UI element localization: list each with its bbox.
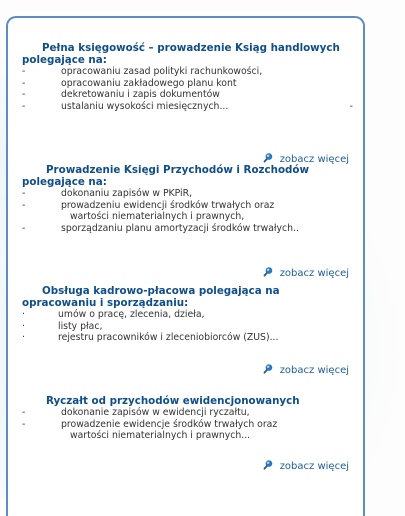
- list-bullet: -: [22, 407, 26, 418]
- list-item-text: listy płac,: [58, 320, 103, 332]
- list-item-text: umów o pracę, zlecenia, dzieła,: [58, 309, 205, 320]
- list-bullet: ·: [22, 320, 25, 332]
- list-item: [8, 332, 363, 344]
- list-item-text: opracowaniu zakładowego planu kont: [61, 77, 237, 89]
- list-item: [8, 78, 363, 90]
- magnifier-icon: [263, 266, 274, 277]
- list-item: [8, 188, 363, 200]
- section-revenue-book: [8, 164, 363, 279]
- list-bullet: -: [22, 222, 26, 234]
- see-more-label: zobacz więcej: [279, 461, 349, 472]
- list-trailing-dash: -: [349, 100, 353, 112]
- services-panel: [6, 16, 365, 516]
- list-item-text: rejestru pracowników i zleceniobiorców (ZUS)...: [58, 332, 279, 343]
- section-title: Pełna księgowość – prowadzenie Ksiąg handlowych: [42, 42, 340, 54]
- list-item: [8, 101, 363, 113]
- list-bullet: -: [22, 100, 26, 112]
- list-bullet: -: [22, 89, 26, 100]
- list-item: [8, 223, 363, 235]
- list-bullet: ·: [22, 309, 25, 320]
- list-item-text: dokonanie zapisów w ewidencji ryczałtu,: [61, 407, 250, 418]
- list-item-continuation: [8, 211, 363, 223]
- see-more-label: zobacz więcej: [279, 268, 349, 279]
- list-item-text: sporządzaniu planu amortyzacji środków trwałych..: [61, 222, 299, 234]
- list-item: [8, 407, 363, 419]
- section-subtitle: polegające na:: [22, 176, 107, 188]
- section-title: Obsługa kadrowo-płacowa polegająca na: [42, 285, 280, 297]
- section-full-accounting: [8, 42, 363, 165]
- list-item-text: opracowaniu zasad polityki rachunkowości,: [61, 66, 263, 77]
- see-more-link[interactable]: [263, 363, 349, 375]
- see-more-link[interactable]: [263, 266, 349, 278]
- section-lump-sum: [8, 395, 363, 472]
- section-title: Ryczałt od przychodów ewidencjonowanych: [46, 395, 300, 407]
- list-item-text: dekretowaniu i zapis dokumentów: [61, 89, 220, 100]
- section-title: Prowadzenie Księgi Przychodów i Rozchodów: [46, 164, 309, 176]
- list-bullet: ·: [22, 332, 25, 343]
- list-item-text: wartości niematerialnych i prawnych,: [70, 211, 245, 222]
- list-item: [8, 89, 363, 101]
- section-subtitle: opracowaniu i sporządzaniu:: [22, 297, 189, 309]
- list-bullet: -: [22, 77, 26, 89]
- list-bullet: -: [22, 418, 26, 430]
- list-bullet: -: [22, 66, 26, 77]
- see-more-label: zobacz więcej: [279, 154, 349, 165]
- magnifier-icon: [263, 459, 274, 470]
- list-item-text: wartości niematerialnych i prawnych...: [70, 430, 251, 441]
- list-item-continuation: [8, 430, 363, 442]
- see-more-link[interactable]: [263, 459, 349, 471]
- list-item: [8, 321, 363, 333]
- list-item-text: dokonaniu zapisów w PKPiR,: [61, 188, 193, 199]
- list-item: [8, 66, 363, 78]
- list-item-text: prowadzeniu ewidencji środków trwałych oraz: [61, 199, 275, 211]
- see-more-label: zobacz więcej: [279, 365, 349, 376]
- see-more-link[interactable]: [263, 152, 349, 164]
- section-hr-payroll: [8, 285, 363, 376]
- list-item: [8, 309, 363, 321]
- magnifier-icon: [263, 152, 274, 163]
- list-item: [8, 419, 363, 431]
- section-subtitle: polegające na:: [22, 54, 107, 66]
- magnifier-icon: [263, 363, 274, 374]
- list-item: [8, 200, 363, 212]
- list-item-text: prowadzenie ewidencje środków trwałych oraz: [61, 418, 278, 430]
- list-bullet: -: [22, 199, 26, 211]
- list-item-text: ustalaniu wysokości miesięcznych...: [61, 100, 229, 112]
- list-bullet: -: [22, 188, 26, 199]
